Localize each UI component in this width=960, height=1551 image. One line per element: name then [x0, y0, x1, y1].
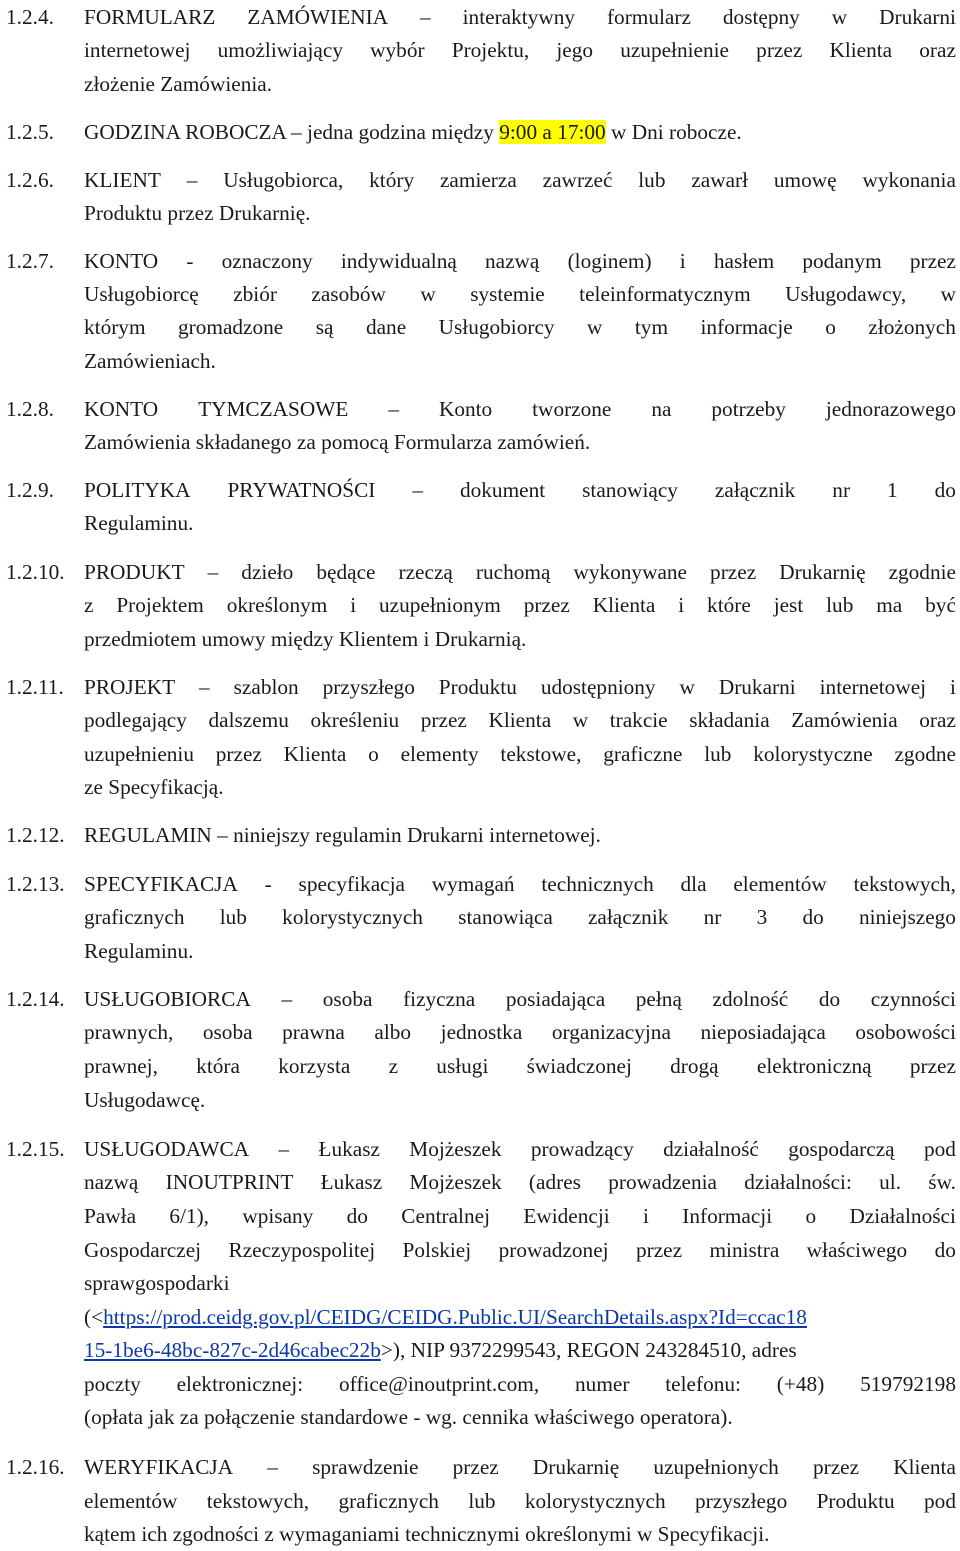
word: elektroniczną — [756, 1054, 872, 1078]
word: dla — [680, 872, 707, 896]
word: do — [346, 1204, 368, 1228]
word: – — [412, 478, 424, 502]
word: być — [925, 593, 956, 617]
word: lub — [219, 905, 247, 929]
word: rzeczą — [398, 560, 453, 584]
text-line: złożenie Zamówienia. — [84, 72, 273, 96]
item-number: 1.2.9. — [6, 478, 54, 502]
word: telefonu: — [665, 1372, 741, 1396]
word: – — [186, 168, 198, 192]
word: uzupełnienie — [620, 38, 730, 62]
word: właściwego — [806, 1238, 908, 1262]
word: (loginem) — [567, 249, 652, 273]
word: i — [950, 675, 956, 699]
word: wybór — [370, 38, 425, 62]
word: graficznych — [338, 1489, 439, 1513]
item-number: 1.2.7. — [6, 249, 54, 273]
word: graficznych — [84, 905, 185, 929]
word: Klienta — [283, 742, 347, 766]
word: SPECYFIKACJA — [84, 872, 238, 896]
word: – — [281, 987, 293, 1011]
word: 1 — [887, 478, 898, 502]
word: Polskiej — [402, 1238, 472, 1262]
text-line — [84, 555, 956, 589]
word: udostępniony — [540, 675, 656, 699]
word: elektronicznej: — [176, 1372, 304, 1396]
word: INOUTPRINT — [165, 1170, 294, 1194]
text-line — [84, 1450, 956, 1484]
word: hasłem — [713, 249, 775, 273]
text-line — [84, 244, 956, 278]
word: pod — [923, 1137, 956, 1161]
word: umowę — [773, 168, 837, 192]
word: FORMULARZ — [84, 5, 216, 29]
word: gospodarczą — [788, 1137, 895, 1161]
text-line — [84, 1015, 956, 1049]
word: gromadzone — [178, 315, 284, 339]
word: wykonania — [862, 168, 956, 192]
word: 6/1), — [169, 1204, 210, 1228]
word: w — [679, 675, 695, 699]
word: złożonych — [868, 315, 956, 339]
word: Usługobiorcy — [438, 315, 555, 339]
item-number: 1.2.14. — [6, 987, 65, 1011]
word: do — [802, 905, 824, 929]
word: pełną — [635, 987, 682, 1011]
word: Działalności — [849, 1204, 956, 1228]
link-prefix: (< — [84, 1305, 104, 1329]
word: w — [420, 282, 436, 306]
word: podanym — [802, 249, 882, 273]
word: posiadająca — [505, 987, 606, 1011]
item-number: 1.2.15. — [6, 1137, 65, 1161]
word: – — [267, 1455, 278, 1479]
word: zamierza — [439, 168, 517, 192]
text-line — [84, 588, 956, 622]
word: prowadzący — [530, 1137, 634, 1161]
word: numer — [575, 1372, 630, 1396]
word: specyfikacja — [298, 872, 405, 896]
word: które — [707, 593, 751, 617]
word: uzupełnionych — [653, 1455, 779, 1479]
text-line: ze Specyfikacją. — [84, 775, 224, 799]
word: oraz — [919, 38, 956, 62]
word: nr — [703, 905, 722, 929]
word: elementy — [400, 742, 479, 766]
word: tworzone — [532, 397, 612, 421]
text-line — [84, 277, 956, 311]
word: korzysta — [278, 1054, 351, 1078]
text-line: Zamówienia składanego za pomocą Formularza zamówień. — [84, 430, 591, 454]
word: (+48) — [776, 1372, 825, 1396]
word: Klienta — [829, 38, 893, 62]
word: z — [84, 593, 94, 617]
word: Mojżeszek — [409, 1137, 502, 1161]
text-segment: GODZINA ROBOCZA – jedna godzina między — [84, 120, 500, 144]
word: PRODUKT — [84, 560, 185, 584]
word: graficzne — [603, 742, 683, 766]
word: osoba — [322, 987, 373, 1011]
word: poczty — [84, 1372, 141, 1396]
word: Drukarnię — [532, 1455, 620, 1479]
text-line — [84, 1132, 956, 1166]
text-line — [84, 392, 956, 426]
word: – — [388, 397, 399, 421]
item-number: 1.2.10. — [6, 560, 65, 584]
word: Centralnej — [401, 1204, 490, 1228]
text-line: Produktu przez Drukarnię. — [84, 201, 311, 225]
word: prowadzonej — [498, 1238, 609, 1262]
word: kolorystyczne — [753, 742, 873, 766]
word: technicznych — [541, 872, 654, 896]
word: informacje — [700, 315, 793, 339]
word: elementów — [733, 872, 827, 896]
word: tekstowych, — [853, 872, 956, 896]
text-line: Regulaminu. — [84, 511, 194, 535]
word: jego — [556, 38, 594, 62]
word: jednorazowego — [825, 397, 956, 421]
word: prawnej, — [84, 1054, 158, 1078]
word: ministra — [709, 1238, 780, 1262]
word: podlegający — [84, 708, 187, 732]
word: uzupełnionym — [378, 593, 501, 617]
text-line — [84, 0, 956, 34]
text-line — [84, 473, 956, 507]
word: internetowej — [84, 38, 191, 62]
word: do — [934, 478, 956, 502]
word: przez — [909, 1054, 956, 1078]
word: prowadzenia — [608, 1170, 717, 1194]
text-line — [84, 1199, 956, 1233]
word: i — [679, 249, 686, 273]
word: w — [940, 282, 956, 306]
word: formularz — [606, 5, 691, 29]
word: określeniu — [310, 708, 400, 732]
word: świadczonej — [526, 1054, 632, 1078]
word: przyszłego — [694, 1489, 788, 1513]
word: i — [678, 593, 685, 617]
word: zbiór — [233, 282, 277, 306]
text-line: przedmiotem umowy między Klientem i Drukarnią. — [84, 627, 527, 651]
word: 3 — [756, 905, 768, 929]
text-line — [84, 310, 956, 344]
word: KLIENT — [84, 168, 161, 192]
word: oznaczony — [221, 249, 313, 273]
word: i — [350, 593, 357, 617]
word: Rzeczypospolitej — [228, 1238, 376, 1262]
word: sprawdzenie — [312, 1455, 419, 1479]
word: przez — [635, 1238, 683, 1262]
word: Zamówienia — [791, 708, 898, 732]
text-line — [84, 1484, 956, 1518]
word: w — [572, 708, 589, 732]
word: przez — [523, 593, 570, 617]
item-number: 1.2.8. — [6, 397, 54, 421]
word: zawrzeć — [542, 168, 613, 192]
word: niniejszego — [858, 905, 956, 929]
word: USŁUGOBIORCA — [84, 987, 251, 1011]
word: o — [368, 742, 379, 766]
word: w — [831, 5, 848, 29]
text-line: Zamówieniach. — [84, 349, 216, 373]
word: Konto — [438, 397, 493, 421]
ceidg-link-continued[interactable]: 15-1be6-48bc-827c-2d46cabec22b — [84, 1338, 381, 1362]
word: działalności: — [744, 1170, 852, 1194]
word: kolorystycznych — [524, 1489, 666, 1513]
text-line: Usługodawcę. — [84, 1088, 206, 1112]
word: ul. — [879, 1170, 902, 1194]
text-line — [84, 1233, 956, 1267]
word: wymagań — [431, 872, 515, 896]
word: lub — [826, 593, 854, 617]
word: czynności — [870, 987, 956, 1011]
word: potrzeby — [711, 397, 786, 421]
word: tym — [634, 315, 669, 339]
word: Pawła — [84, 1204, 137, 1228]
word: Łukasz — [318, 1137, 380, 1161]
word: Produktu — [438, 675, 517, 699]
word: o — [805, 1204, 817, 1228]
word: z — [388, 1054, 399, 1078]
word: tekstowych, — [206, 1489, 310, 1513]
word: zgodne — [894, 742, 956, 766]
text-line — [84, 1049, 956, 1083]
word: nr — [832, 478, 851, 502]
word: zawarł — [691, 168, 749, 192]
text-line — [84, 115, 956, 149]
word: nieposiadająca — [700, 1020, 826, 1044]
word: Klienta — [488, 708, 552, 732]
word: Łukasz — [320, 1170, 383, 1194]
word: systemie — [470, 282, 545, 306]
word: dalszemu — [208, 708, 289, 732]
word: przez — [909, 249, 956, 273]
item-number: 1.2.11. — [6, 675, 64, 699]
word: i — [642, 1204, 649, 1228]
item-number: 1.2.6. — [6, 168, 54, 192]
word: ZAMÓWIENIA — [247, 5, 389, 29]
item-number: 1.2.5. — [6, 120, 54, 144]
text-line: Regulaminu. — [84, 939, 194, 963]
word: Projektu, — [451, 38, 530, 62]
word: Drukarnię — [779, 560, 866, 584]
word: przez — [812, 1455, 860, 1479]
text-line: sprawgospodarki — [84, 1271, 230, 1295]
word: Klienta — [592, 593, 656, 617]
word: Produktu — [816, 1489, 895, 1513]
word: zasobów — [311, 282, 386, 306]
word: jest — [773, 593, 804, 617]
word: albo — [374, 1020, 412, 1044]
word: oraz — [919, 708, 956, 732]
word: USŁUGODAWCA — [84, 1137, 250, 1161]
word: organizacyjna — [551, 1020, 671, 1044]
word: – — [207, 560, 219, 584]
text-line: REGULAMIN – niniejszy regulamin Drukarni internetowej. — [84, 823, 601, 847]
word: który — [369, 168, 415, 192]
word: wykonywane — [573, 560, 688, 584]
word: fizyczna — [403, 987, 476, 1011]
word: działalność — [663, 1137, 759, 1161]
word: przez — [452, 1455, 499, 1479]
word: św. — [928, 1170, 956, 1194]
word: ma — [876, 593, 903, 617]
word: Usługobiorcę — [84, 282, 199, 306]
word: Projektem — [116, 593, 204, 617]
word: jednostka — [440, 1020, 523, 1044]
word: Ewidencji — [523, 1204, 610, 1228]
word: lub — [468, 1489, 496, 1513]
word: KONTO — [84, 249, 159, 273]
word: o — [825, 315, 836, 339]
word: załącznik — [714, 478, 796, 502]
word: dane — [365, 315, 407, 339]
word: nazwą — [84, 1170, 139, 1194]
word: Mojżeszek — [409, 1170, 502, 1194]
word: – — [278, 1137, 290, 1161]
word: którym — [84, 315, 146, 339]
word: przez — [756, 38, 803, 62]
word: office@inoutprint.com, — [338, 1372, 540, 1396]
word: usługi — [436, 1054, 489, 1078]
text-line — [84, 1367, 956, 1401]
text-segment: w Dni robocze. — [605, 120, 742, 144]
word: przyszłego — [322, 675, 415, 699]
word: do — [818, 987, 841, 1011]
word: tekstowe, — [500, 742, 582, 766]
text-line — [84, 1165, 956, 1199]
word: szablon — [233, 675, 299, 699]
word: wpisany — [242, 1204, 314, 1228]
word: kolorystycznych — [282, 905, 423, 929]
text-line — [84, 1300, 956, 1334]
word: osobowości — [855, 1020, 956, 1044]
word: składania — [689, 708, 770, 732]
word: są — [315, 315, 334, 339]
word: prawna — [282, 1020, 345, 1044]
word: Usługodawcy, — [785, 282, 907, 306]
word: uzupełnieniu — [84, 742, 194, 766]
word: zdolność — [712, 987, 789, 1011]
link-suffix: >), NIP 9372299543, REGON 243284510, adres — [380, 1338, 797, 1362]
text-line: kątem ich zgodności z wymaganiami technicznymi określonymi w Specyfikacji. — [84, 1522, 770, 1546]
word: Drukarni — [718, 675, 796, 699]
text-line — [84, 900, 956, 934]
word: dzieło — [241, 560, 294, 584]
word: załącznik — [587, 905, 669, 929]
word: w — [587, 315, 603, 339]
text-line — [84, 982, 956, 1016]
text-line — [84, 1333, 956, 1367]
word: prawnych, — [84, 1020, 174, 1044]
word: przez — [215, 742, 262, 766]
word: TYMCZASOWE — [198, 397, 349, 421]
word: PROJEKT — [84, 675, 176, 699]
word: przez — [710, 560, 757, 584]
text-line — [84, 33, 956, 67]
text-line — [84, 163, 956, 197]
word: - — [264, 872, 272, 896]
word: Klienta — [893, 1455, 956, 1479]
word: dostępny — [722, 5, 800, 29]
text-line: (opłata jak za połączenie standardowe - wg. cennika właściwego operatora). — [84, 1405, 733, 1429]
word: przez — [420, 708, 467, 732]
item-number: 1.2.13. — [6, 872, 65, 896]
word: do — [934, 1238, 956, 1262]
word: indywidualną — [340, 249, 457, 273]
word: osoba — [202, 1020, 253, 1044]
word: stanowiący — [582, 478, 678, 502]
highlighted-hours: 9:00 a 17:00 — [499, 120, 606, 144]
word: która — [196, 1054, 240, 1078]
word: internetowej — [819, 675, 927, 699]
word: umożliwiający — [217, 38, 343, 62]
word: 519792198 — [860, 1372, 956, 1396]
text-line — [84, 867, 956, 901]
word: Usługobiorca, — [223, 168, 344, 192]
text-line — [84, 703, 956, 737]
word: trakcie — [609, 708, 668, 732]
word: będące — [316, 560, 376, 584]
word: dokument — [459, 478, 546, 502]
word: lub — [638, 168, 666, 192]
ceidg-link[interactable]: https://prod.ceidg.gov.pl/CEIDG/CEIDG.Public.UI/SearchDetails.aspx?Id=ccac18 — [103, 1305, 807, 1329]
word: zgodnie — [888, 560, 956, 584]
word: Drukarni — [879, 5, 956, 29]
word: lub — [704, 742, 732, 766]
word: stanowiąca — [458, 905, 553, 929]
word: określonym — [226, 593, 328, 617]
word: elementów — [84, 1489, 178, 1513]
word: (adres — [528, 1170, 581, 1194]
word: PRYWATNOŚCI — [227, 478, 376, 502]
word: drogą — [670, 1054, 719, 1078]
word: Informacji — [682, 1204, 773, 1228]
word: – — [199, 675, 210, 699]
word: na — [651, 397, 672, 421]
word: Gospodarczej — [84, 1238, 202, 1262]
word: ruchomą — [475, 560, 551, 584]
word: pod — [924, 1489, 956, 1513]
word: nazwą — [485, 249, 540, 273]
item-number: 1.2.12. — [6, 823, 65, 847]
word: POLITYKA — [84, 478, 191, 502]
word: - — [186, 249, 194, 273]
word: teleinformatycznym — [579, 282, 751, 306]
word: KONTO — [84, 397, 159, 421]
text-line — [84, 670, 956, 704]
item-number: 1.2.16. — [6, 1455, 65, 1479]
word: interaktywny — [462, 5, 576, 29]
word: WERYFIKACJA — [84, 1455, 234, 1479]
text-line — [84, 737, 956, 771]
item-number: 1.2.4. — [6, 5, 54, 29]
word: – — [420, 5, 431, 29]
